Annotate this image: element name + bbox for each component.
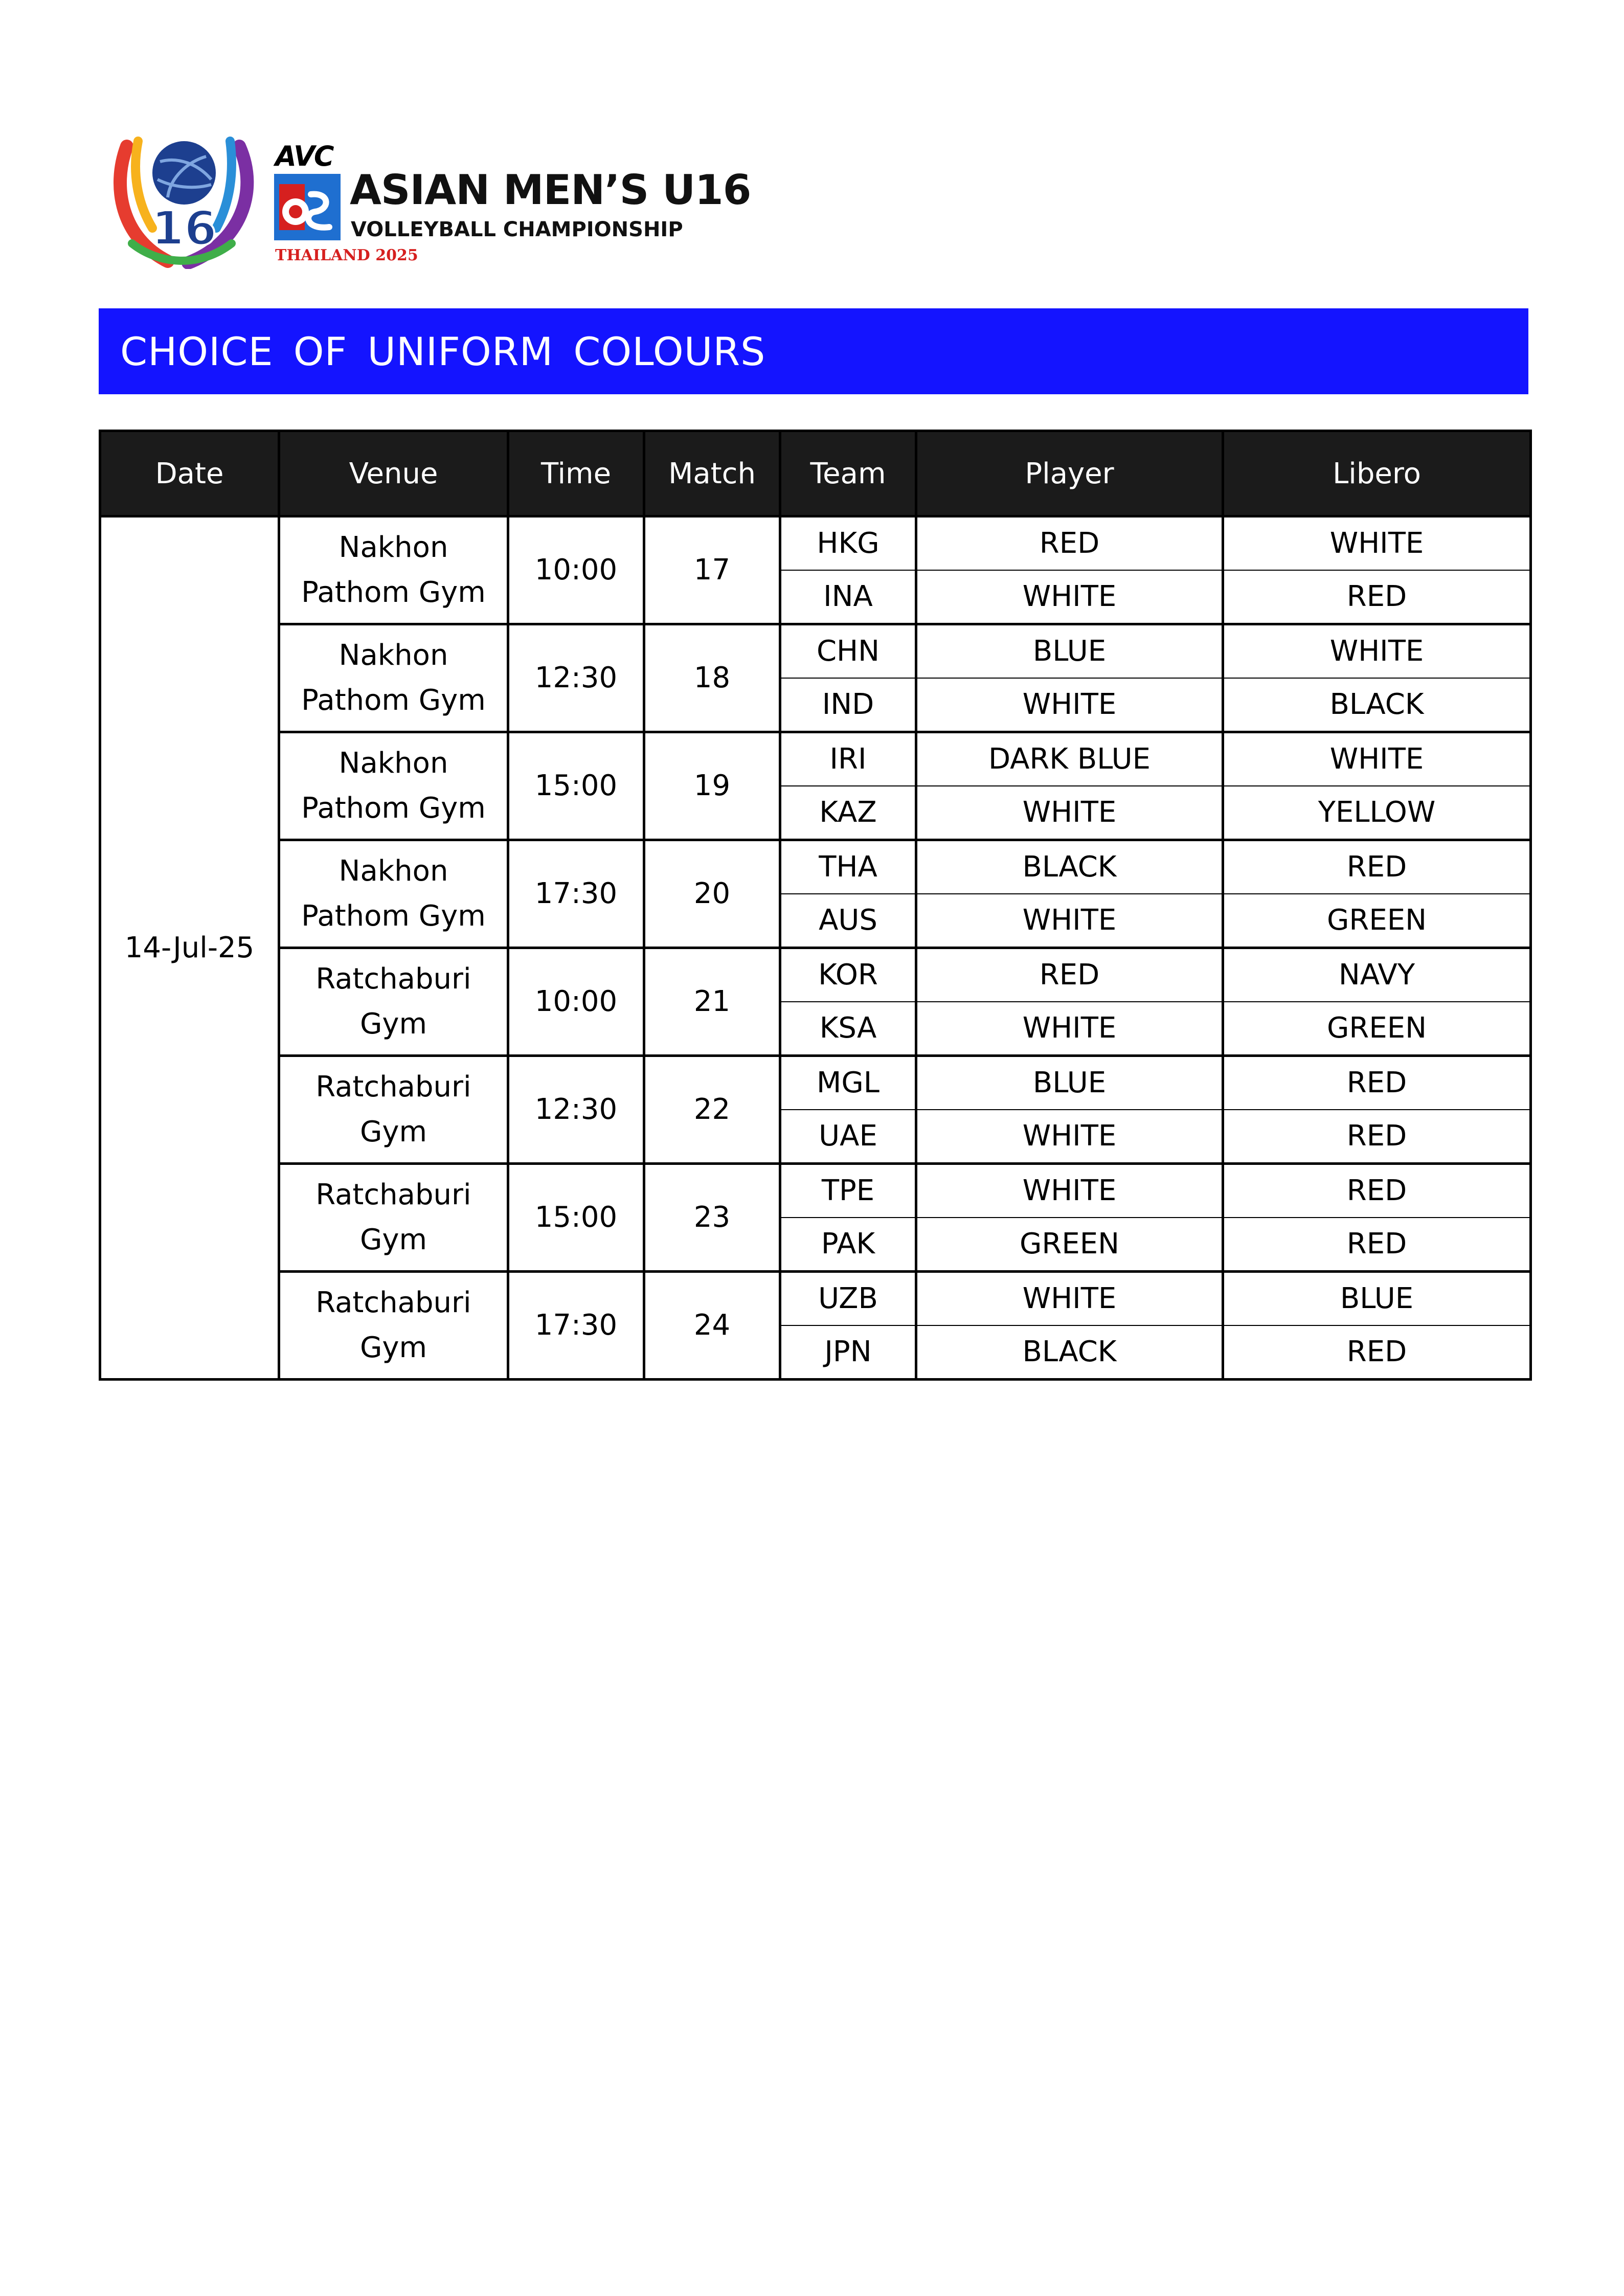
match-cell: 19 <box>644 732 780 840</box>
team-cell: AUS <box>780 894 916 948</box>
table-row <box>100 948 1531 1002</box>
player-colour-cell: WHITE <box>916 678 1223 732</box>
time-cell: 12:30 <box>508 624 644 732</box>
team-cell: KAZ <box>780 786 916 840</box>
venue-cell <box>279 840 508 948</box>
player-colour-cell: WHITE <box>916 786 1223 840</box>
venue-line: Pathom Gym <box>301 899 486 933</box>
venue-line: Gym <box>359 1007 427 1041</box>
championship-logo <box>111 126 751 274</box>
player-colour-cell: BLUE <box>916 1056 1223 1110</box>
libero-colour-cell: WHITE <box>1223 516 1531 571</box>
venue-cell <box>279 516 508 624</box>
time-cell: 15:00 <box>508 1164 644 1272</box>
column-header-player: Player <box>916 431 1223 516</box>
team-cell: IND <box>780 678 916 732</box>
libero-colour-cell: GREEN <box>1223 1002 1531 1056</box>
venue-line: Pathom Gym <box>301 684 486 717</box>
section-banner <box>99 308 1528 394</box>
player-colour-cell: RED <box>916 948 1223 1002</box>
libero-colour-cell: BLACK <box>1223 678 1531 732</box>
time-cell: 12:30 <box>508 1056 644 1164</box>
championship-title: ASIAN MEN’S U16 <box>350 166 751 214</box>
team-cell: CHN <box>780 624 916 679</box>
venue-line: Ratchaburi <box>315 962 471 996</box>
venue-line: Gym <box>359 1223 427 1256</box>
table-row <box>100 1164 1531 1218</box>
venue-line: Nakhon <box>339 531 448 564</box>
match-cell: 21 <box>644 948 780 1056</box>
venue-line: Gym <box>359 1115 427 1149</box>
emblem-number: 16 <box>151 201 217 256</box>
time-cell: 10:00 <box>508 516 644 624</box>
table-row <box>100 516 1531 571</box>
column-header-date: Date <box>100 431 279 516</box>
venue-line: Gym <box>359 1331 427 1364</box>
championship-subtitle: VOLLEYBALL CHAMPIONSHIP <box>351 218 683 241</box>
player-colour-cell: WHITE <box>916 894 1223 948</box>
team-cell: IRI <box>780 732 916 786</box>
table-row <box>100 624 1531 679</box>
venue-cell <box>279 948 508 1056</box>
match-cell: 20 <box>644 840 780 948</box>
libero-colour-cell: RED <box>1223 570 1531 624</box>
section-title: CHOICE OF UNIFORM COLOURS <box>120 328 766 374</box>
date-cell: 14-Jul-25 <box>100 516 279 1380</box>
team-cell: UZB <box>780 1272 916 1326</box>
championship-emblem-icon <box>111 126 255 269</box>
libero-colour-cell: RED <box>1223 1164 1531 1218</box>
match-cell: 22 <box>644 1056 780 1164</box>
venue-cell <box>279 732 508 840</box>
team-cell: TPE <box>780 1164 916 1218</box>
venue-line: Ratchaburi <box>315 1286 471 1319</box>
player-colour-cell: WHITE <box>916 570 1223 624</box>
libero-colour-cell: RED <box>1223 1325 1531 1380</box>
player-colour-cell: BLUE <box>916 624 1223 679</box>
match-cell: 17 <box>644 516 780 624</box>
venue-cell <box>279 1272 508 1380</box>
libero-colour-cell: RED <box>1223 840 1531 894</box>
libero-colour-cell: WHITE <box>1223 624 1531 679</box>
team-cell: KSA <box>780 1002 916 1056</box>
libero-colour-cell: NAVY <box>1223 948 1531 1002</box>
player-colour-cell: DARK BLUE <box>916 732 1223 786</box>
table-row <box>100 732 1531 786</box>
venue-line: Pathom Gym <box>301 792 486 825</box>
player-colour-cell: WHITE <box>916 1164 1223 1218</box>
column-header-time: Time <box>508 431 644 516</box>
table-row <box>100 1272 1531 1326</box>
libero-colour-cell: BLUE <box>1223 1272 1531 1326</box>
time-cell: 10:00 <box>508 948 644 1056</box>
player-colour-cell: GREEN <box>916 1218 1223 1272</box>
time-cell: 15:00 <box>508 732 644 840</box>
player-colour-cell: RED <box>916 516 1223 571</box>
libero-colour-cell: WHITE <box>1223 732 1531 786</box>
venue-cell <box>279 1164 508 1272</box>
team-cell: INA <box>780 570 916 624</box>
team-cell: HKG <box>780 516 916 571</box>
venue-line: Ratchaburi <box>315 1070 471 1104</box>
time-cell: 17:30 <box>508 1272 644 1380</box>
column-header-libero: Libero <box>1223 431 1531 516</box>
player-colour-cell: BLACK <box>916 840 1223 894</box>
uniform-colours-table <box>99 430 1532 1381</box>
player-colour-cell: WHITE <box>916 1002 1223 1056</box>
venue-line: Pathom Gym <box>301 576 486 609</box>
table-row <box>100 840 1531 894</box>
team-cell: KOR <box>780 948 916 1002</box>
venue-line: Nakhon <box>339 747 448 780</box>
venue-line: Ratchaburi <box>315 1178 471 1211</box>
avc-wordmark: AVC <box>275 140 333 172</box>
venue-line: Nakhon <box>339 854 448 888</box>
team-cell: MGL <box>780 1056 916 1110</box>
match-cell: 18 <box>644 624 780 732</box>
player-colour-cell: WHITE <box>916 1110 1223 1164</box>
sponsor-es-logo-icon <box>274 174 341 240</box>
match-cell: 24 <box>644 1272 780 1380</box>
libero-colour-cell: YELLOW <box>1223 786 1531 840</box>
team-cell: JPN <box>780 1325 916 1380</box>
venue-cell <box>279 624 508 732</box>
venue-cell <box>279 1056 508 1164</box>
championship-host: THAILAND 2025 <box>275 246 418 264</box>
table-row <box>100 1056 1531 1110</box>
libero-colour-cell: RED <box>1223 1110 1531 1164</box>
team-cell: THA <box>780 840 916 894</box>
venue-line: Nakhon <box>339 639 448 672</box>
column-header-team: Team <box>780 431 916 516</box>
team-cell: UAE <box>780 1110 916 1164</box>
player-colour-cell: WHITE <box>916 1272 1223 1326</box>
match-cell: 23 <box>644 1164 780 1272</box>
player-colour-cell: BLACK <box>916 1325 1223 1380</box>
column-header-venue: Venue <box>279 431 508 516</box>
libero-colour-cell: RED <box>1223 1218 1531 1272</box>
team-cell: PAK <box>780 1218 916 1272</box>
table-header-row <box>100 431 1531 516</box>
time-cell: 17:30 <box>508 840 644 948</box>
libero-colour-cell: GREEN <box>1223 894 1531 948</box>
column-header-match: Match <box>644 431 780 516</box>
libero-colour-cell: RED <box>1223 1056 1531 1110</box>
